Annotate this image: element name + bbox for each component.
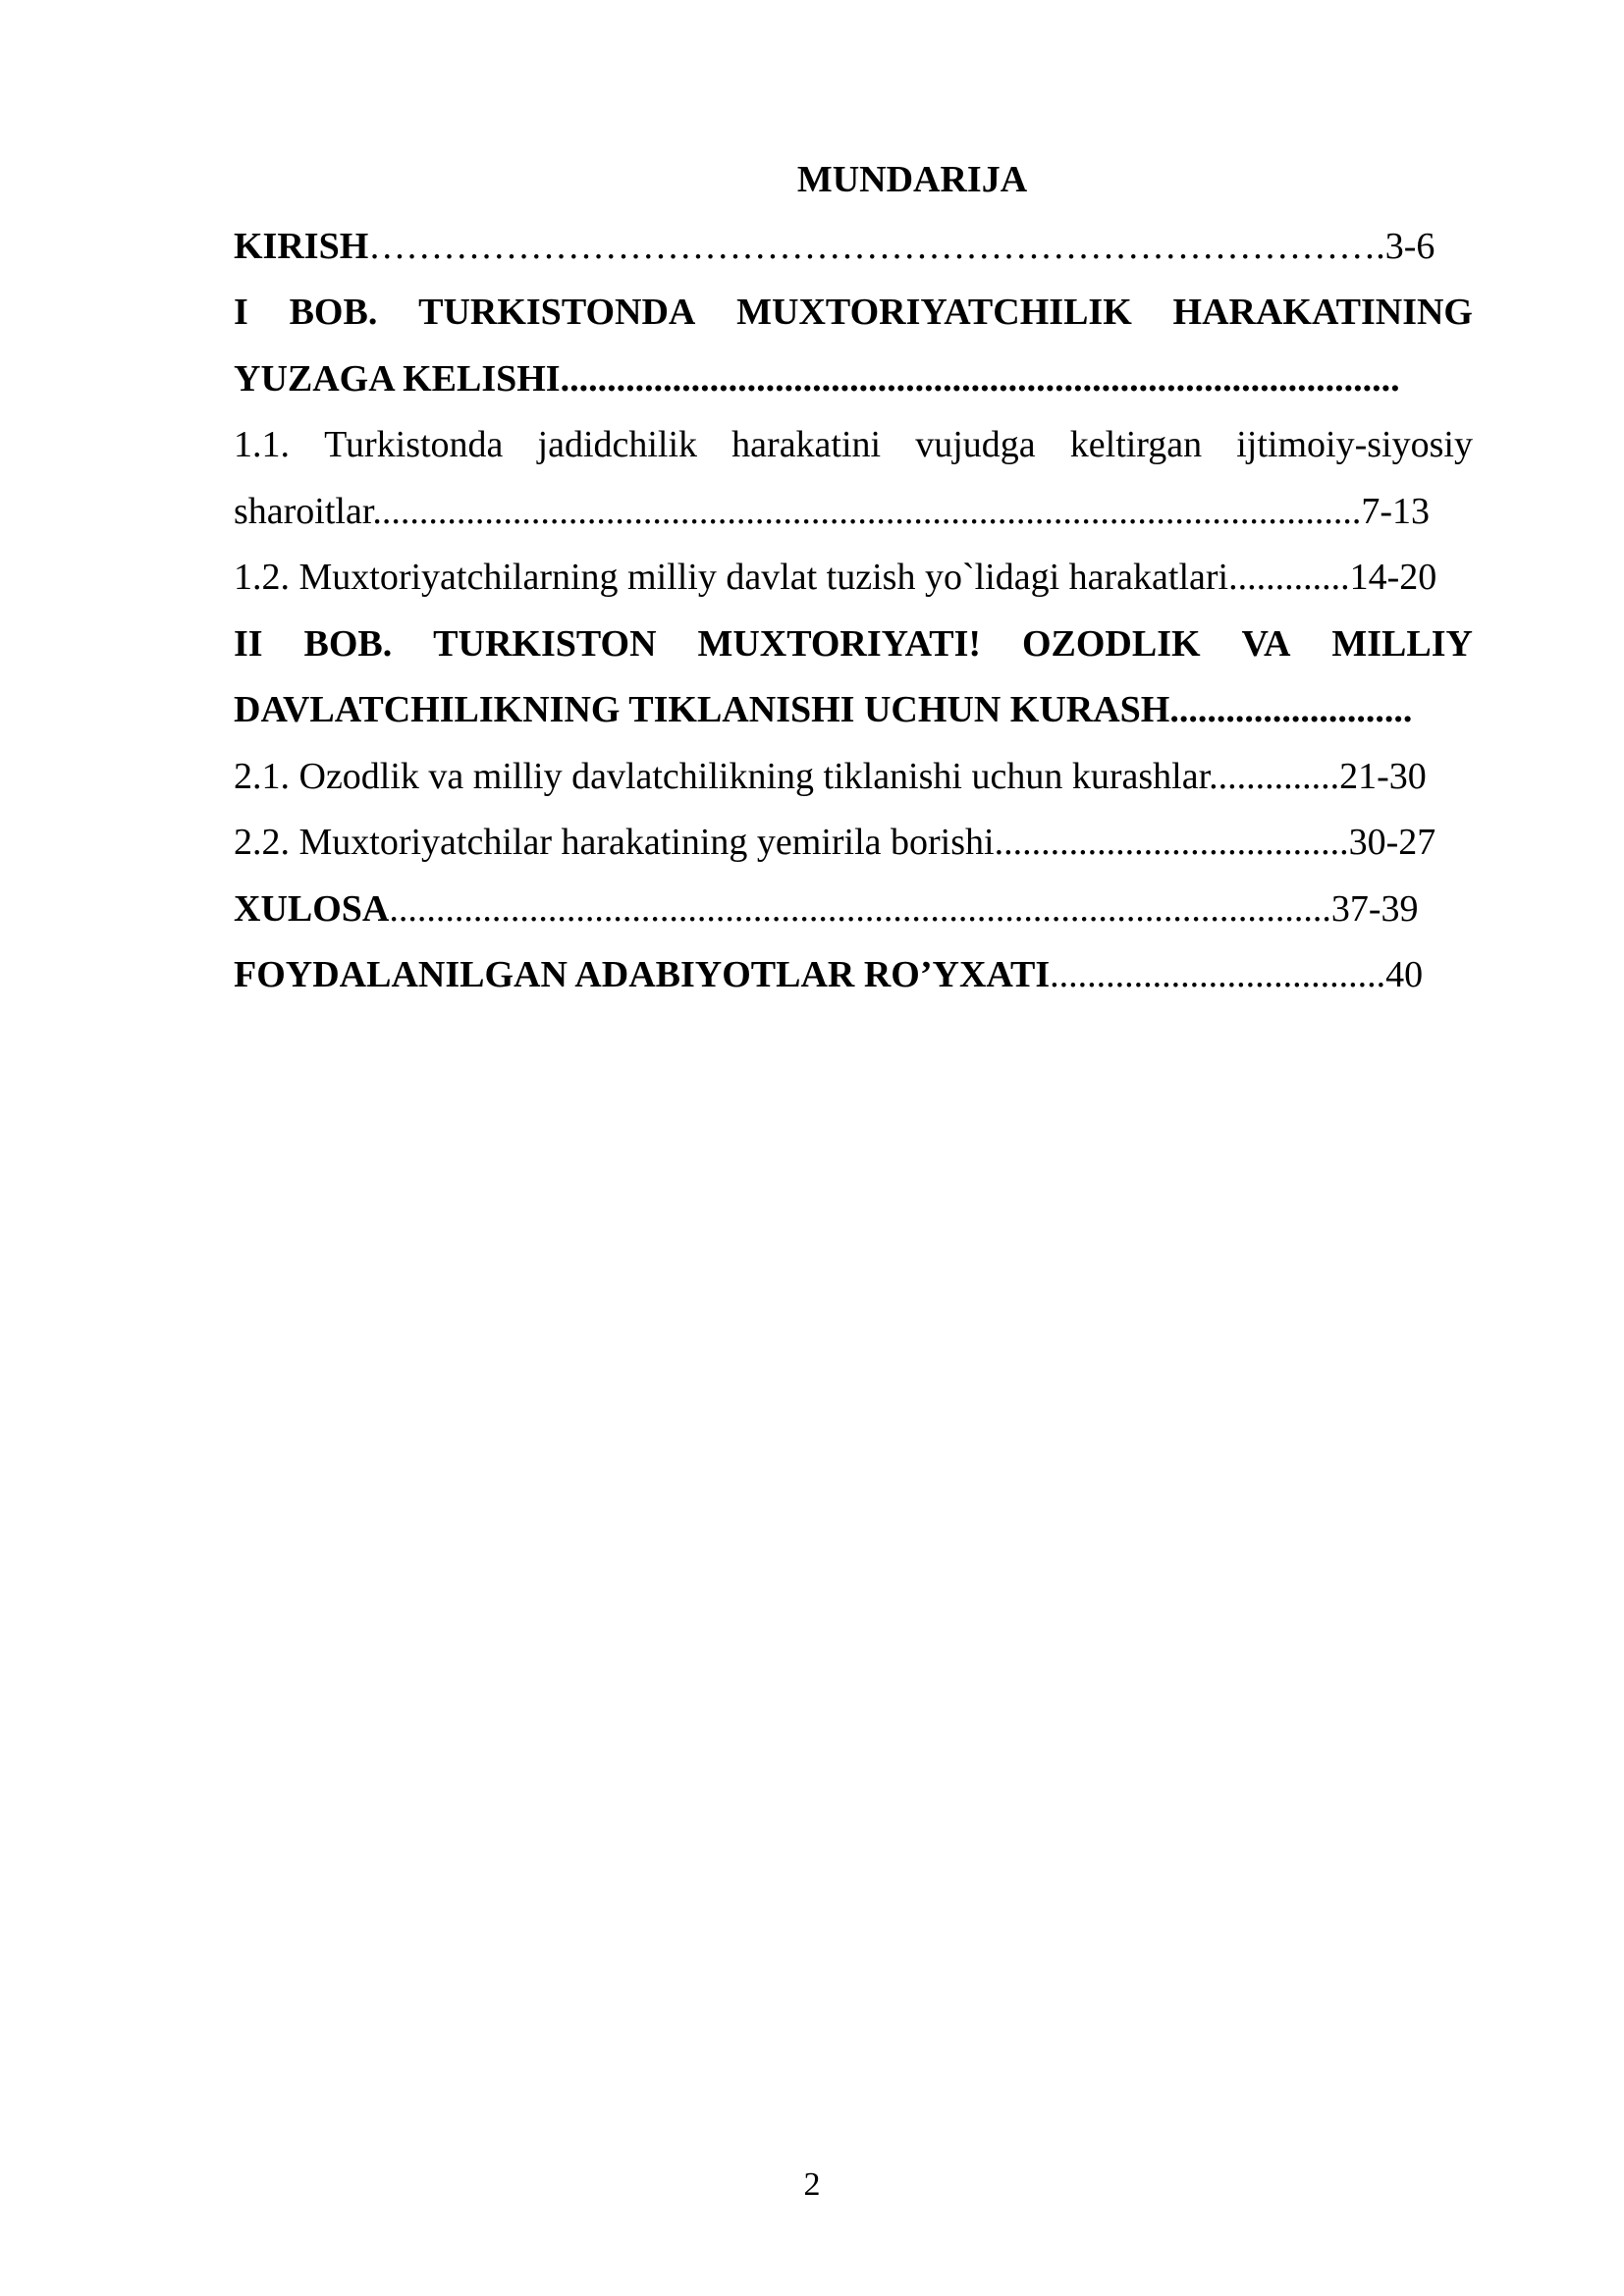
toc-leader-dots: .......................................................................................................... [372, 490, 1362, 532]
toc-entry-label: DAVLATCHILIKNING TIKLANISHI UCHUN KURASH [234, 689, 1170, 730]
toc-entry-section-1-1-line-1 [234, 412, 1473, 479]
toc-leader-dots: .................................... [1050, 954, 1386, 995]
toc-leader-dots: ..................................................................................................... [389, 887, 1331, 930]
toc-word: OZODLIK [1021, 622, 1201, 665]
toc-entry-label: 2.2. Muxtoriyatchilar harakatining yemirila borishi [234, 822, 995, 863]
toc-word: I [234, 292, 248, 333]
toc-entry-chapter-2-line-2 [234, 677, 1473, 744]
toc-entry-pages: 7-13 [1361, 490, 1431, 532]
page-number: 2 [803, 2166, 821, 2203]
toc-entry-label: KIRISH [234, 225, 369, 267]
toc-entry-pages: 14-20 [1349, 557, 1437, 598]
toc-word: 1.1. [234, 424, 290, 465]
toc-entry-label: 2.1. Ozodlik va milliy davlatchilikning tiklanishi uchun kurashlar [234, 755, 1210, 797]
toc-entry-section-1-1-line-2 [234, 479, 1473, 546]
toc-entry-label: sharoitlar [234, 490, 373, 532]
toc-leader-dots: ………………………………………………………………………. [368, 225, 1385, 267]
toc-entry-pages: 30-27 [1348, 822, 1436, 863]
toc-entry-section-1-2 [234, 545, 1473, 612]
toc-word: BOB. [303, 622, 393, 665]
toc-word: TURKISTON [433, 622, 657, 665]
toc-entry-kirish [234, 214, 1473, 281]
toc-title: MUNDARIJA [796, 159, 1028, 200]
toc-entry-label: FOYDALANILGAN ADABIYOTLAR RO’YXATI [234, 954, 1051, 995]
toc-word: MUXTORIYATI! [697, 622, 982, 665]
toc-word: MILLIY [1331, 622, 1473, 665]
toc-entry-chapter-1-line-2 [234, 347, 1473, 413]
toc-entry-chapter-1-line-1 [234, 280, 1473, 347]
toc-word: harakatini [731, 424, 882, 465]
toc-entry-label: XULOSA [234, 887, 390, 930]
toc-leader-dots: .......................................................................................... [560, 357, 1400, 400]
toc-word: MUXTORIYATCHILIK [736, 292, 1132, 333]
toc-word: keltirgan [1069, 424, 1203, 465]
toc-leader-dots: ...................................... [994, 822, 1349, 863]
toc-word: BOB. [289, 292, 378, 333]
toc-entry-xulosa [234, 877, 1473, 943]
toc-word: VA [1241, 622, 1291, 665]
toc-word: TURKISTONDA [418, 292, 696, 333]
toc-entry-pages: 3-6 [1384, 225, 1435, 267]
toc-word: jadidchilik [537, 424, 698, 465]
toc-entry-label: 1.2. Muxtoriyatchilarning milliy davlat tuzish yo`lidagi harakatlari [234, 557, 1229, 598]
toc-word: II [234, 622, 263, 665]
toc-word: ijtimoiy-siyosiy [1236, 424, 1473, 465]
toc-entry-chapter-2-line-1 [234, 612, 1473, 678]
toc-entry-pages: 40 [1385, 954, 1424, 995]
toc-word: Turkistonda [324, 424, 504, 465]
toc-entry-label: YUZAGA KELISHI [234, 357, 561, 400]
toc-entry-references [234, 942, 1473, 1009]
toc-leader-dots: ............. [1228, 557, 1350, 598]
toc-leader-dots: .............. [1209, 755, 1340, 797]
toc-entry-pages: 37-39 [1330, 887, 1419, 930]
toc-word: vujudga [915, 424, 1036, 465]
table-of-contents [234, 147, 1473, 1009]
toc-entry-pages: 21-30 [1339, 755, 1427, 797]
toc-entry-section-2-2 [234, 810, 1473, 877]
toc-leader-dots: .......................... [1169, 689, 1413, 730]
toc-entry-section-2-1 [234, 744, 1473, 811]
toc-word: HARAKATINING [1172, 292, 1473, 333]
